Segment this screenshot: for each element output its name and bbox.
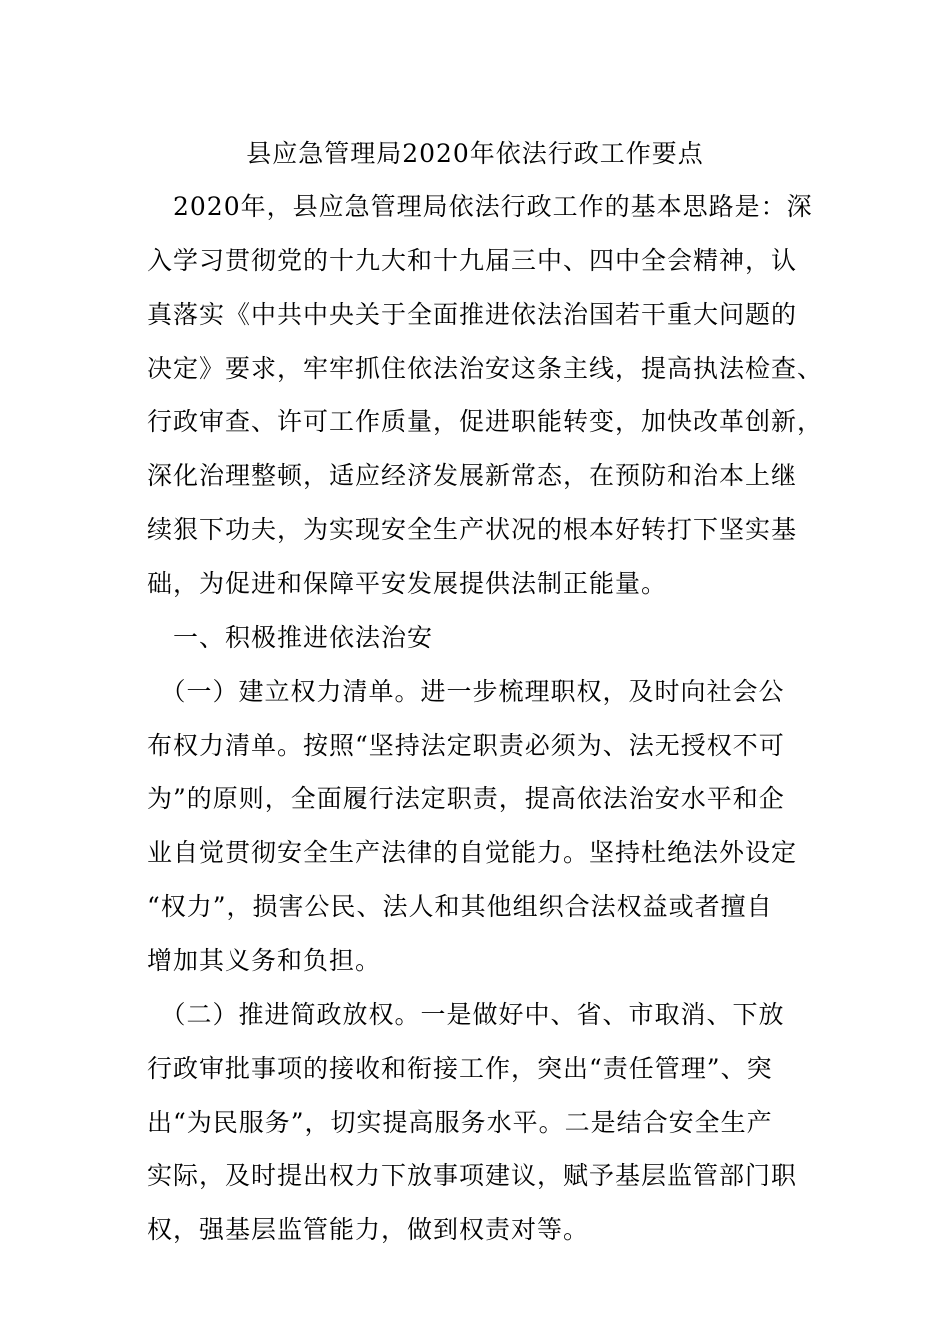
paragraph-line: 增加其义务和负担。 <box>147 946 382 975</box>
paragraph-line: “权力”，损害公民、法人和其他组织合法权益或者擅自 <box>147 892 773 921</box>
paragraph-line: 出“为民服务”，切实提高服务水平。二是结合安全生产 <box>147 1108 773 1137</box>
paragraph-line: 决定》要求，牢牢抓住依法治安这条主线，提高执法检查、 <box>147 354 824 383</box>
paragraph-line: （二）推进简政放权。一是做好中、省、市取消、下放 <box>147 1000 785 1029</box>
paragraph-line: 入学习贯彻党的十九大和十九届三中、四中全会精神，认 <box>147 246 798 275</box>
paragraph-line: 真落实《中共中央关于全面推进依法治国若干重大问题的 <box>147 300 798 329</box>
paragraph-line: 础，为促进和保障平安发展提供法制正能量。 <box>147 569 668 598</box>
paragraph-line: 续狠下功夫，为实现安全生产状况的根本好转打下坚实基 <box>147 515 798 544</box>
paragraph-line: 权，强基层监管能力，做到权责对等。 <box>147 1215 590 1244</box>
paragraph-line: 2020年，县应急管理局依法行政工作的基本思路是：深 <box>147 192 813 221</box>
paragraph-line: 业自觉贯彻安全生产法律的自觉能力。坚持杜绝法外设定 <box>147 838 798 867</box>
paragraph-line: （一）建立权力清单。进一步梳理职权，及时向社会公 <box>147 677 785 706</box>
paragraph-line: 行政审批事项的接收和衔接工作，突出“责任管理”、突 <box>147 1054 773 1083</box>
paragraph-line: 为”的原则，全面履行法定职责，提高依法治安水平和企 <box>147 784 785 813</box>
paragraph-line: 深化治理整顿，适应经济发展新常态，在预防和治本上继 <box>147 461 798 490</box>
paragraph-line: 布权力清单。按照“坚持法定职责必须为、法无授权不可 <box>147 731 785 760</box>
section-heading: 一、积极推进依法治安 <box>147 623 434 652</box>
document-title: 县应急管理局2020年依法行政工作要点 <box>246 139 704 168</box>
paragraph-line: 行政审查、许可工作质量，促进职能转变，加快改革创新， <box>147 407 824 436</box>
paragraph-line: 实际，及时提出权力下放事项建议，赋予基层监管部门职 <box>147 1161 798 1190</box>
